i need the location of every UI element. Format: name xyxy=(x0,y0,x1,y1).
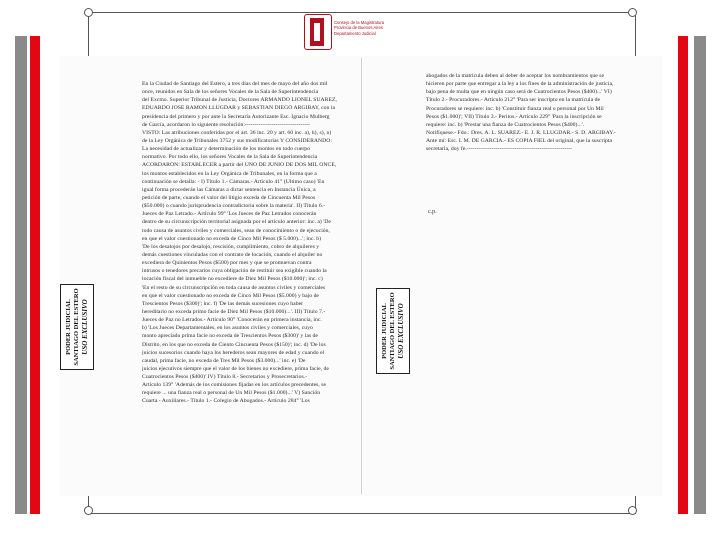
signoff-initials: c.p. xyxy=(428,209,437,215)
document-line: en que el valor cuestionado no exceda de Cinco Mil Pesos ($ 5.000)...'; inc. b) xyxy=(142,235,322,242)
document-line: demás cuestiones vinculadas con el contrato de locación, cuando el alquiler no xyxy=(142,251,323,258)
document-line: Notifíquese.- Fdo.: Dres. A. L. SUAREZ.- E. J. R. LLUGDAR.- S. D. ARGIBAY.- xyxy=(426,129,616,136)
document-line: del Excmo. Superior Tribunal de Justicia, Doctores ARMANDO LIONEL SUAREZ, xyxy=(142,97,337,104)
right-gray-bar xyxy=(694,36,706,514)
document-line: abogados de la matrícula deben al deber de aceptar los nombramientos que se xyxy=(426,73,605,79)
left-page-text xyxy=(142,80,356,406)
stamp-line: USO EXCLUSIVO xyxy=(397,303,405,359)
document-line: monto apreciado prima facie no exceda de Trescientos Pesos ($300)' y las de xyxy=(142,333,318,340)
document-line: de la Ley Orgánica de Tribunales 3752 y sus modificatorias Y CONSIDERANDO: xyxy=(142,137,333,144)
scroll-curl-bottom-right xyxy=(628,506,637,515)
document-line: ($50.000) o cuando jurisprudencia contradictoria sobre la materia'. II) Título 6.- xyxy=(142,203,326,210)
document-line: hereditario no exceda primo facie de Diez Mil Pesos ($10.000)...'. III) Título 7.- xyxy=(142,308,326,315)
document-line: de García, acordaron lo siguiente resolución:---------------------------------- xyxy=(142,121,310,128)
document-line: Ante mí: Esc. I. M. DE GARCIA.- ES COPIA FIEL del original, que la suscripta xyxy=(426,138,612,145)
stamp-line: SANTIAGO DEL ESTERO xyxy=(73,288,80,366)
document-line: Distrito, en los que no exceda de Ciento Cincuenta Pesos ($150)'; inc. d) 'De los xyxy=(142,341,326,348)
document-line: requiere: inc. b) 'Prestar una fianza de Cuatrocientos Pesos ($400)...'. xyxy=(426,121,585,128)
document-line: Cuatrocientos Pesos ($400)' IV) Título 8.- Secretarios y Prosecretarios.- xyxy=(142,374,308,381)
logo-mark-icon xyxy=(310,18,324,46)
document-line: Título 2.- Procuradores.- Artículo 212° 'Para ser inscripto en la matrícula de xyxy=(426,97,601,104)
document-line: locación fiscal del inmueble no excediere de Diez Mil Pesos ($10.000)'; inc. c) xyxy=(142,276,323,283)
document-line: igual forma procederán las Cámaras a dictar sentencia en Instancia Única, a xyxy=(142,186,316,193)
stamp-line: SANTIAGO DEL ESTERO xyxy=(389,292,396,370)
document-line: 'En el resto de su circunscripción en toda causa de asuntos civiles y comerciales xyxy=(142,284,326,291)
document-line: continuación se detalla: - I) Título 1.- Cámaras.- Artículo 41° (Ultimo caso) 'En xyxy=(142,178,325,185)
left-red-bar xyxy=(30,36,40,514)
document-line: bajo pena de multa que en ningún caso será de Cuatrocientos Pesos ($400)...' VI) xyxy=(426,89,612,96)
document-line: La necesidad de actualizar y determinación de los montos en todo cuerpo xyxy=(142,146,311,153)
left-gray-bar xyxy=(15,36,27,514)
logo-text: Consejo de la Magistratura Provincia de Buenos Aires Departamento Judicial xyxy=(334,20,385,36)
document-line: presidencia del primero y por ante la Secretaría Autorizante Esc. Ignacio Mulberg xyxy=(142,113,330,120)
document-line: juicios sucesorios cuando haya los herederos sean mayores de edad y cuando el xyxy=(142,349,325,356)
document-line: excediera de Quinientos Pesos ($500) por mes y que se promuevan contra xyxy=(142,260,312,267)
stamp-line: PODER JUDICIAL xyxy=(381,303,388,359)
scroll-curl-top-right xyxy=(628,8,637,17)
document-line: hicieren por parte que entregar a la ley a los fines de la administración de justicia, xyxy=(426,81,614,88)
document-line: dentro de su circunscripción territorial asignada por el artículo anterior: inc. a) 'De xyxy=(142,219,331,226)
document-line: los montos establecidos en la Ley Orgánica de Tribunales, en la forma que a xyxy=(142,170,317,177)
document-line: EDUARDO JOSE RAMON LLUGDAR y SEBASTIAN DIEGO ARGIBAY, con la xyxy=(142,105,335,112)
document-line: Cuarta.- Auxiliares.- Título 1.- Colegio de Abogados.- Artículo 284° 'Los xyxy=(142,398,310,405)
document-line: Artículo 139° 'Además de los comisiones fijadas en los artículos precedentes, se xyxy=(142,382,327,389)
document-line: todo causa de asuntos civiles y comerciales, sean de conocimiento o de ejecución, xyxy=(142,227,330,234)
institution-logo xyxy=(298,12,406,48)
document-line: Jueces de Paz no Letrados.- Artículo 90° 'Conocerán en primera instancia, inc. xyxy=(142,317,322,324)
judicial-stamp-right xyxy=(376,288,410,374)
document-line: normativo. Por todo ello, los señores Vocales de la Sala de Superintendencia xyxy=(142,154,318,161)
document-line: En la Ciudad de Santiago del Estero, a tres días del mes de mayo del año dos mil xyxy=(142,81,328,87)
document-line: VISTO: Las atribuciones conferidas por el art. 36 inc. 20 y art. 60 inc. a), h), s), n) xyxy=(142,129,332,136)
document-line: Jueces de Paz Letrado.- Artículo 99° 'Los Jueces de Paz Letrados conocerán xyxy=(142,211,317,218)
document-line: b) 'Los Jueces Departamentales, en los asuntos civiles y comerciales, cuyo xyxy=(142,325,313,332)
scroll-curl-bottom-left xyxy=(84,506,93,515)
stamp-line: PODER JUDICIAL xyxy=(65,299,72,355)
right-page-text xyxy=(426,72,666,153)
document-line: secretaria, doy fe.------------------------------------------------------- xyxy=(426,146,573,153)
document-line: ACORDARON: ESTABLECER a partir del UNO DE JUNIO DE DOS MIL ONCE, xyxy=(142,162,337,169)
scroll-curl-top-left xyxy=(84,8,93,17)
page-divider xyxy=(361,58,362,494)
document-line: Trescientos Pesos ($300)'; inc. f) 'De las demás sucesiones cuyo haber xyxy=(142,300,304,307)
document-line: Procuradores se requiere: inc. b) 'Constituir fianza real o personal por Un Mil xyxy=(426,105,604,112)
document-line: intrusos o tenedores precarios cuya obligación de restituir sea exigible cuando la xyxy=(142,268,327,275)
document-line: caudal, prima facie, no exceda de Tres Mil Pesos ($3.000)...' inc. e) 'De xyxy=(142,357,306,364)
document-line: petición de parte, cuando el valor del litigio exceda de Cincuenta Mil Pesos xyxy=(142,194,316,201)
document-line: juicios ejecutivos siempre que el valor de los bienes no excediere, prima facie, de xyxy=(142,365,329,372)
document-line: once, reunidos en Sala de los señores Vocales de la Sala de Superintendencia xyxy=(142,89,319,96)
right-red-bar xyxy=(678,36,688,514)
document-line: en que el valor cuestionado no exceda de Cinco Mil Pesos ($5.000) y bajo de xyxy=(142,292,319,299)
judicial-stamp-left xyxy=(60,284,94,370)
stamp-line: USO EXCLUSIVO xyxy=(81,299,89,355)
document-line: requiere ... una fianza real o personal de Un Mil Pesos ($1.000)...' V) Sanción xyxy=(142,390,321,397)
document-line: 'De los desalojos por desalojo, rescisión, cumplimiento, cobro de alquileres y xyxy=(142,243,320,250)
document-line: Pesos ($1.000)'; VII) Título 3.- Peritos.- Artículo 229° 'Para la inscripción se xyxy=(426,113,602,120)
